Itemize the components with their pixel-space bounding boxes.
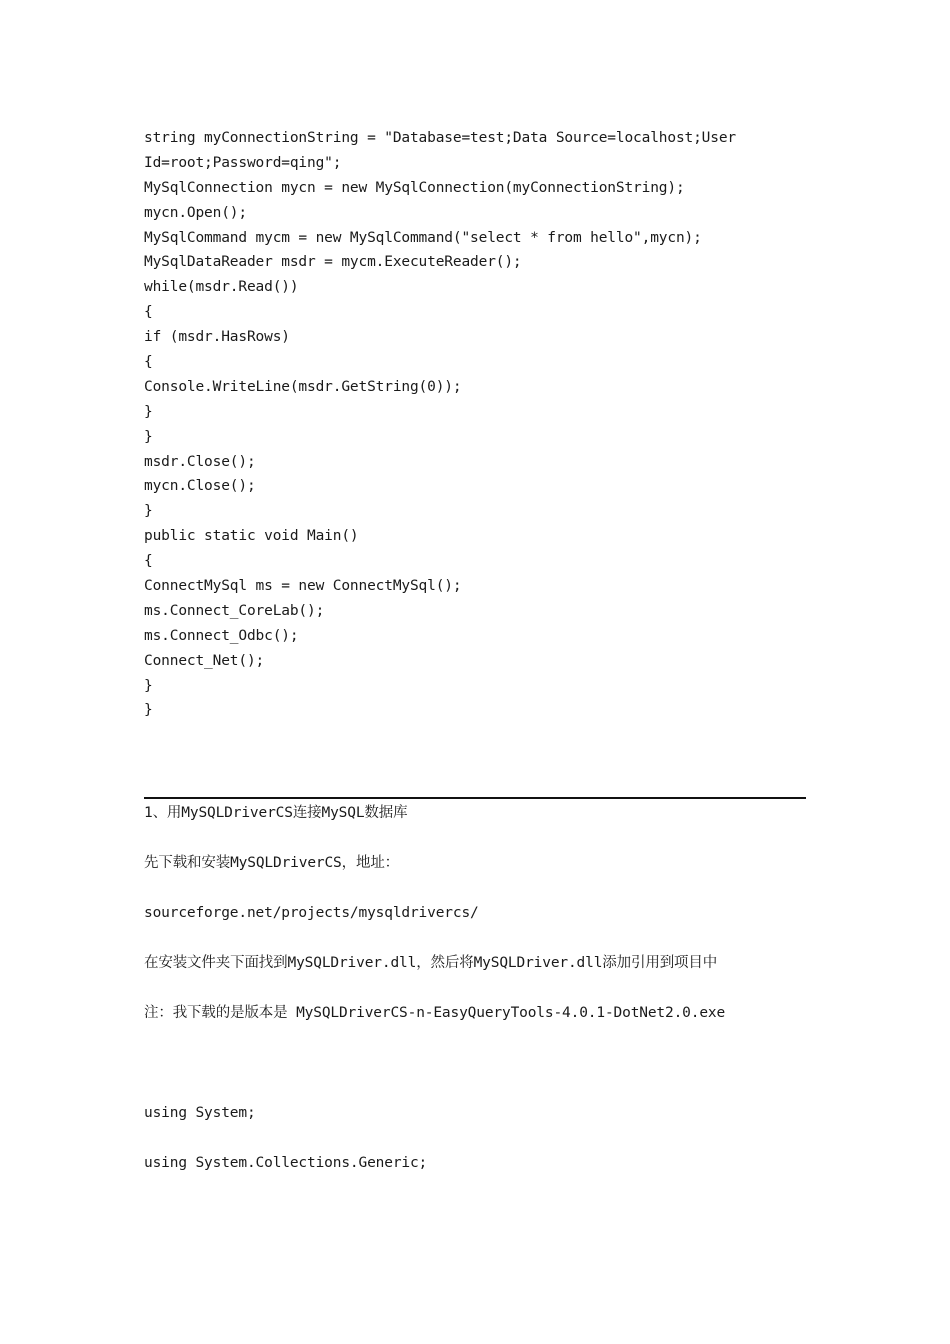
- code-line: {: [144, 553, 153, 570]
- code-line: mycn.Close();: [144, 478, 256, 495]
- code-line: mycn.Open();: [144, 204, 247, 221]
- code-line: MySqlConnection mycn = new MySqlConnection(myConnectionString);: [144, 179, 685, 196]
- using-statement: using System;: [144, 1105, 256, 1121]
- code-line: Connect_Net();: [144, 652, 265, 669]
- code-line: public static void Main(): [144, 528, 359, 545]
- code-line: }: [144, 428, 153, 445]
- code-line: {: [144, 304, 153, 321]
- code-line: Id=root;Password=qing";: [144, 154, 342, 171]
- code-line: ConnectMySql ms = new ConnectMySql();: [144, 578, 462, 595]
- section-heading: 1、用MySQLDriverCS连接MySQL数据库: [144, 805, 408, 821]
- code-line: MySqlDataReader msdr = mycm.ExecuteReader();: [144, 254, 522, 271]
- reference-note: 在安装文件夹下面找到MySQLDriver.dll，然后将MySQLDriver.dll添加引用到项目中: [144, 955, 718, 971]
- code-line: if (msdr.HasRows): [144, 329, 290, 346]
- code-line: MySqlCommand mycm = new MySqlCommand("select * from hello",mycn);: [144, 229, 702, 246]
- download-url: sourceforge.net/projects/mysqldrivercs/: [144, 905, 479, 921]
- code-block: [144, 126, 804, 723]
- code-line: ms.Connect_Odbc();: [144, 627, 299, 644]
- code-line: }: [144, 403, 153, 420]
- horizontal-rule: [144, 797, 806, 799]
- code-line: }: [144, 503, 153, 520]
- code-line: while(msdr.Read()): [144, 279, 299, 296]
- version-note: 注：我下载的是版本是 MySQLDriverCS-n-EasyQueryTools-4.0.1-DotNet2.0.exe: [144, 1005, 726, 1021]
- code-line: }: [144, 702, 153, 719]
- code-line: {: [144, 354, 153, 371]
- code-line: ms.Connect_CoreLab();: [144, 602, 325, 619]
- download-note: 先下载和安装MySQLDriverCS，地址：: [144, 855, 400, 871]
- using-statement: using System.Collections.Generic;: [144, 1155, 428, 1171]
- code-line: }: [144, 677, 153, 694]
- code-line: Console.WriteLine(msdr.GetString(0));: [144, 378, 462, 395]
- section-body: [144, 801, 824, 1201]
- code-line: msdr.Close();: [144, 453, 256, 470]
- code-line: string myConnectionString = "Database=test;Data Source=localhost;User: [144, 130, 737, 146]
